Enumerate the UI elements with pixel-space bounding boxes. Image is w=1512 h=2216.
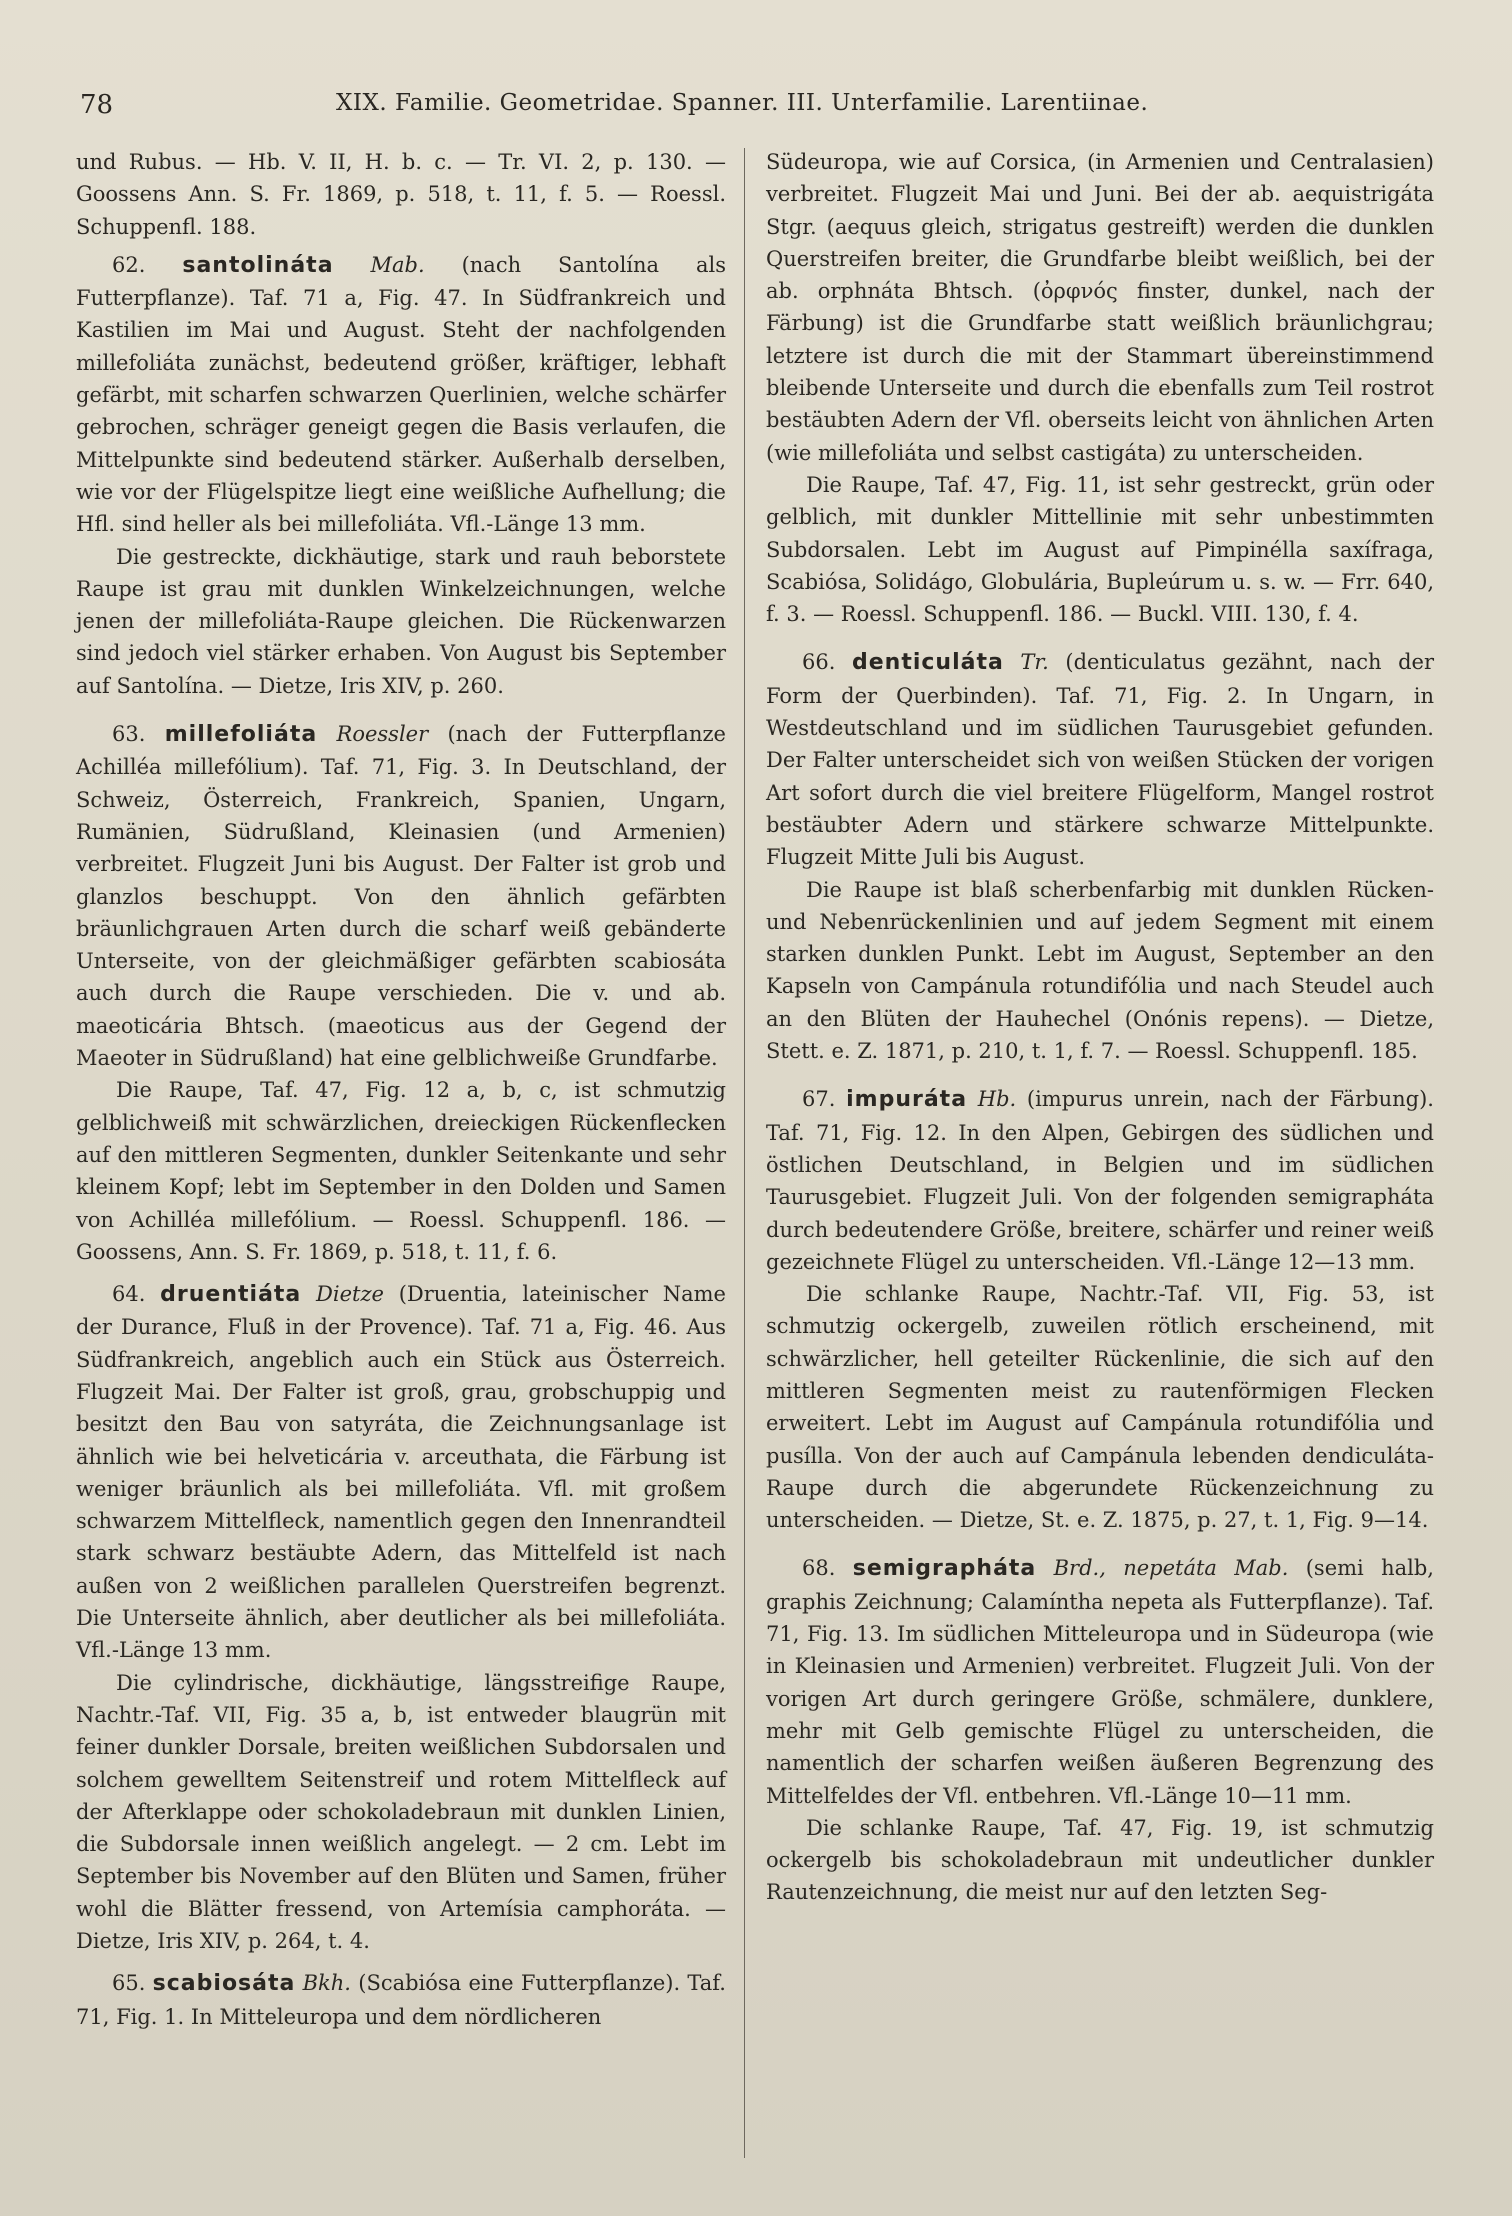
species-author: Hb.: [977, 1087, 1017, 1112]
species-author: Bkh.: [302, 1971, 351, 1996]
species-name: santolináta: [182, 252, 334, 278]
species-author: Brd., nepetáta Mab.: [1053, 1556, 1289, 1581]
species-entry-65: 65. scabiosáta Bkh. (Scabiósa eine Futterpflanze). Taf. 71, Fig. 1. In Mitteleuropa und dem nördlicheren: [76, 1971, 726, 2029]
species-entry-67: 67. impuráta Hb. (impurus unrein, nach der Färbung). Taf. 71, Fig. 12. In den Alpen, Gebirgen des südlichen und östlichen Deutschland, in Belgien und im südlichen Taurusgebiet. Flugzeit Juli. Von der folgenden semigrapháta durch bedeutendere Größe, breitere, schärfer und reiner weiß gezeichnete Flügel zu unterscheiden. Vfl.-Länge 12—13 mm.: [766, 1087, 1434, 1274]
paragraph: Die schlanke Raupe, Taf. 47, Fig. 19, ist schmutzig ockergelb bis schokoladebraun mit undeutlicher dunkler Rautenzeichnung, die meist nur auf den letzten Seg-: [766, 1815, 1434, 1905]
species-author: Mab.: [370, 252, 425, 277]
species-name: scabiosáta: [152, 1971, 296, 1997]
species-entry-63: 63. millefoliáta Roessler (nach der Futterpflanze Achilléa millefólium). Taf. 71, Fig. 3. In Deutschland, der Schweiz, Österreich, Frankreich, Spanien, Ungarn, Rumänien, Südrußland, Kleinasien (und Armenien) verbreitet. Flugzeit Juni bis August. Der Falter ist grob und glanzlos beschuppt. Von den ähnlich gefärbten bräunlichgrauen Arten durch die scharf weiß gebänderte Unterseite, von der gleichmäßiger gefärbten scabiosáta auch durch die Raupe verschieden. Die v. und ab. maeoticária Bhtsch. (maeoticus aus der Gegend der Maeoter in Südrußland) hat eine gelblichweiße Grundfarbe.: [76, 722, 726, 1071]
left-column: [76, 146, 726, 2033]
right-column: [766, 146, 1434, 1909]
page-header: [76, 84, 1436, 124]
paragraph: Die schlanke Raupe, Nachtr.-Taf. VII, Fig. 53, ist schmutzig ockergelb, zuweilen rötlich erscheinend, mit schwärzlicher, hell geteilter Rückenlinie, die sich auf den mittleren Segmenten meist zu rautenförmigen Flecken erweitert. Lebt im August auf Campánula rotundifólia und pusílla. Von der auch auf Campánula lebenden dendiculáta-Raupe durch die abgerundete Rückenzeichnung zu unterscheiden. — Dietze, St. e. Z. 1875, p. 27, t. 1, Fig. 9—14.: [766, 1282, 1434, 1533]
paragraph: Die Raupe ist blaß scherbenfarbig mit dunklen Rücken- und Nebenrückenlinien und auf jedem Segment mit einem starken dunklen Punkt. Lebt im August, September an den Kapseln von Campánula rotundifólia und nach Steudel auch an den Blüten der Hauhechel (Onónis repens). — Dietze, Stett. e. Z. 1871, p. 210, t. 1, f. 7. — Roessl. Schuppenfl. 185.: [766, 877, 1434, 1064]
paragraph: Die Raupe, Taf. 47, Fig. 11, ist sehr gestreckt, grün oder gelblich, mit dunkler Mittellinie mit sehr unbestimmten Subdorsalen. Lebt im August auf Pimpinélla saxífraga, Scabiósa, Solidágo, Globulária, Bupleúrum u. s. w. — Frr. 640, f. 3. — Roessl. Schuppenfl. 186. — Buckl. VIII. 130, f. 4.: [766, 472, 1434, 627]
page-number: 78: [80, 90, 114, 120]
paragraph: Südeuropa, wie auf Corsica, (in Armenien und Centralasien) verbreitet. Flugzeit Mai und Juni. Bei der ab. aequistrigáta Stgr. (aequus gleich, strigatus gestreift) werden die dunklen Querstreifen breiter, die Grundfarbe bleibt weißlich, bei der ab. orphnáta Bhtsch. (ὀρφνός finster, dunkel, nach der Färbung) ist die Grundfarbe statt weißlich bräunlichgrau; letztere ist durch die mit der Stammart übereinstimmend bleibende Unterseite und durch die ebenfalls zum Teil rostrot bestäubten Adern der Vfl. oberseits leicht von ähnlichen Arten (wie millefoliáta und selbst castigáta) zu unterscheiden.: [766, 150, 1434, 465]
paragraph: Die cylindrische, dickhäutige, längsstreifige Raupe, Nachtr.-Taf. VII, Fig. 35 a, b, ist entweder blaugrün mit feiner dunkler Dorsale, breiten weißlichen Subdorsalen und solchem gewelltem Seitenstreif und rotem Mittelfleck auf der Afterklappe oder schokoladebraun mit dunklen Linien, die Subdorsale innen weißlich angelegt. — 2 cm. Lebt im September bis November auf den Blüten und Samen, früher wohl die Blätter fressend, von Artemísia camphoráta. — Dietze, Iris XIV, p. 264, t. 4.: [76, 1670, 726, 1954]
species-author: Dietze: [316, 1282, 384, 1307]
species-author: Tr.: [1020, 650, 1049, 675]
species-entry-62: 62. santolináta Mab. (nach Santolína als Futterpflanze). Taf. 71 a, Fig. 47. In Südfrankreich und Kastilien im Mai und August. Steht der nachfolgenden millefoliáta zunächst, bedeutend größer, kräftiger, lebhaft gefärbt, mit scharfen schwarzen Querlinien, welche schärfer gebrochen, schräger geneigt gegen die Basis verlaufen, die Mittelpunkte sind bedeutend stärker. Außerhalb derselben, wie vor der Flügelspitze liegt eine weißliche Aufhellung; die Hfl. sind heller als bei millefoliáta. Vfl.-Länge 13 mm.: [76, 252, 726, 537]
paragraph: Die Raupe, Taf. 47, Fig. 12 a, b, c, ist schmutzig gelblichweiß mit schwärzlichen, dreieckigen Rückenflecken auf den mittleren Segmenten, dunkler Seitenkante und sehr kleinem Kopf; lebt im September in den Dolden und Samen von Achilléa millefólium. — Roessl. Schuppenfl. 186. — Goossens, Ann. S. Fr. 1869, p. 518, t. 11, f. 6.: [76, 1078, 726, 1264]
species-name: semigrapháta: [852, 1556, 1037, 1582]
species-entry-66: 66. denticuláta Tr. (denticulatus gezähnt, nach der Form der Querbinden). Taf. 71, Fig. 2. In Ungarn, in Westdeutschland und im südlichen Taurusgebiet gefunden. Der Falter unterscheidet sich von weißen Stücken der vorigen Art sofort durch die viel breitere Flügelform, Mangel rostrot bestäubter Adern und stärkere schwarze Mittelpunkte. Flugzeit Mitte Juli bis August.: [766, 650, 1434, 870]
species-name: denticuláta: [851, 650, 1004, 676]
species-name: millefoliáta: [164, 722, 318, 748]
species-entry-68: 68. semigrapháta Brd., nepetáta Mab. (semi halb, graphis Zeichnung; Calamíntha nepeta als Futterpflanze). Taf. 71, Fig. 13. Im südlichen Mitteleuropa und in Südeuropa (wie in Kleinasien und Armenien) verbreitet. Flugzeit Juli. Von der vorigen Art durch geringere Größe, schmälere, dunklere, mehr mit Gelb gemischte Flügel zu unterscheiden, die namentlich der scharfen weißen äußeren Begrenzung des Mittelfeldes der Vfl. entbehren. Vfl.-Länge 10—11 mm.: [766, 1556, 1434, 1808]
species-author: Roessler: [336, 722, 429, 747]
paragraph: und Rubus. — Hb. V. II, H. b. c. — Tr. VI. 2, p. 130. — Goossens Ann. S. Fr. 1869, p. 518, t. 11, f. 5. — Roessl. Schuppenfl. 188.: [76, 150, 726, 239]
running-head: XIX. Familie. Geometridae. Spanner. III. Unterfamilie. Larentiinae.: [336, 90, 1149, 116]
species-name: druentiáta: [160, 1282, 302, 1308]
species-name: impuráta: [846, 1087, 968, 1113]
species-entry-64: 64. druentiáta Dietze (Druentia, lateinischer Name der Durance, Fluß in der Provence). Taf. 71 a, Fig. 46. Aus Südfrankreich, angeblich auch ein Stück aus Österreich. Flugzeit Mai. Der Falter ist groß, grau, grobschuppig und besitzt den Bau von satyráta, die Zeichnungsanlage ist ähnlich wie bei helveticária v. arceuthata, die Färbung ist weniger bräunlich als bei millefoliáta. Vfl. mit großem schwarzem Mittelfleck, namentlich gegen den Innenrandteil stark schwarz bestäubte Adern, das Mittelfeld ist nach außen von 2 weißlichen parallelen Querstreifen begrenzt. Die Unterseite ähnlich, aber deutlicher als bei millefoliáta. Vfl.-Länge 13 mm.: [76, 1282, 726, 1663]
paragraph: Die gestreckte, dickhäutige, stark und rauh beborstete Raupe ist grau mit dunklen Winkelzeichnungen, welche jenen der millefoliáta-Raupe gleichen. Die Rückenwarzen sind jedoch viel stärker erhaben. Von August bis September auf Santolína. — Dietze, Iris XIV, p. 260.: [76, 544, 726, 698]
column-divider: [744, 148, 745, 2158]
